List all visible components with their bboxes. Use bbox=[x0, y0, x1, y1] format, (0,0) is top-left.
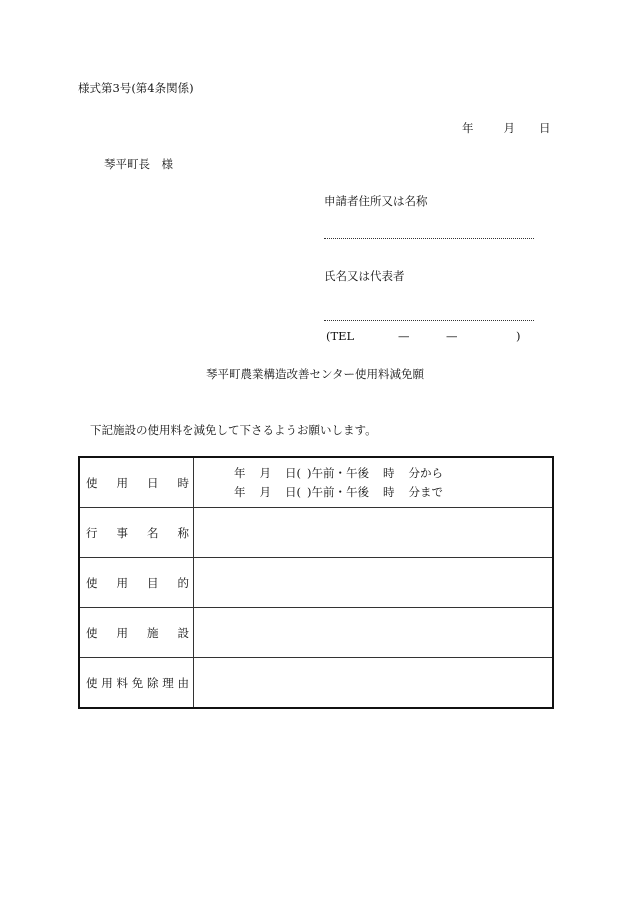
applicant-name-field[interactable] bbox=[324, 320, 534, 321]
label-exemption-reason: 使 用 料 免 除 理 由 bbox=[79, 658, 194, 709]
table-row-purpose bbox=[79, 558, 553, 608]
exemption-reason-field[interactable] bbox=[194, 658, 554, 709]
applicant-address-label: 申請者住所又は名称 bbox=[324, 194, 428, 208]
table-row-usage-datetime bbox=[79, 457, 553, 508]
tel-close: ) bbox=[516, 329, 521, 343]
facility-field[interactable] bbox=[194, 608, 554, 658]
tel-dash-2: — bbox=[446, 329, 458, 343]
date-line bbox=[462, 120, 551, 136]
document-title: 琴平町農業構造改善センター使用料減免願 bbox=[205, 367, 425, 381]
usage-datetime-field[interactable] bbox=[194, 457, 554, 508]
event-name-field[interactable] bbox=[194, 508, 554, 558]
label-usage-datetime: 使 用 日 時 bbox=[79, 457, 194, 508]
purpose-field[interactable] bbox=[194, 558, 554, 608]
label-event-name: 行 事 名 称 bbox=[79, 508, 194, 558]
recipient: 琴平町長 様 bbox=[104, 157, 173, 171]
date-year: 年 bbox=[462, 121, 474, 135]
date-day: 日 bbox=[539, 121, 551, 135]
application-form-table bbox=[78, 456, 554, 709]
table-row-event-name bbox=[79, 508, 553, 558]
tel-open: (TEL bbox=[326, 329, 355, 343]
usage-start-line: 年 月 日( )午前・午後 時 分から bbox=[234, 465, 443, 480]
table-row-facility bbox=[79, 608, 553, 658]
usage-end-line: 年 月 日( )午前・午後 時 分まで bbox=[234, 484, 443, 499]
table-row-exemption-reason bbox=[79, 658, 553, 709]
form-number: 様式第3号(第4条関係) bbox=[78, 81, 194, 95]
label-purpose: 使 用 目 的 bbox=[79, 558, 194, 608]
intro-text: 下記施設の使用料を減免して下さるようお願いします。 bbox=[90, 423, 377, 437]
applicant-name-label: 氏名又は代表者 bbox=[324, 269, 405, 283]
date-month: 月 bbox=[503, 121, 515, 135]
tel-dash-1: — bbox=[398, 329, 410, 343]
applicant-address-field[interactable] bbox=[324, 238, 534, 239]
label-facility: 使 用 施 設 bbox=[79, 608, 194, 658]
